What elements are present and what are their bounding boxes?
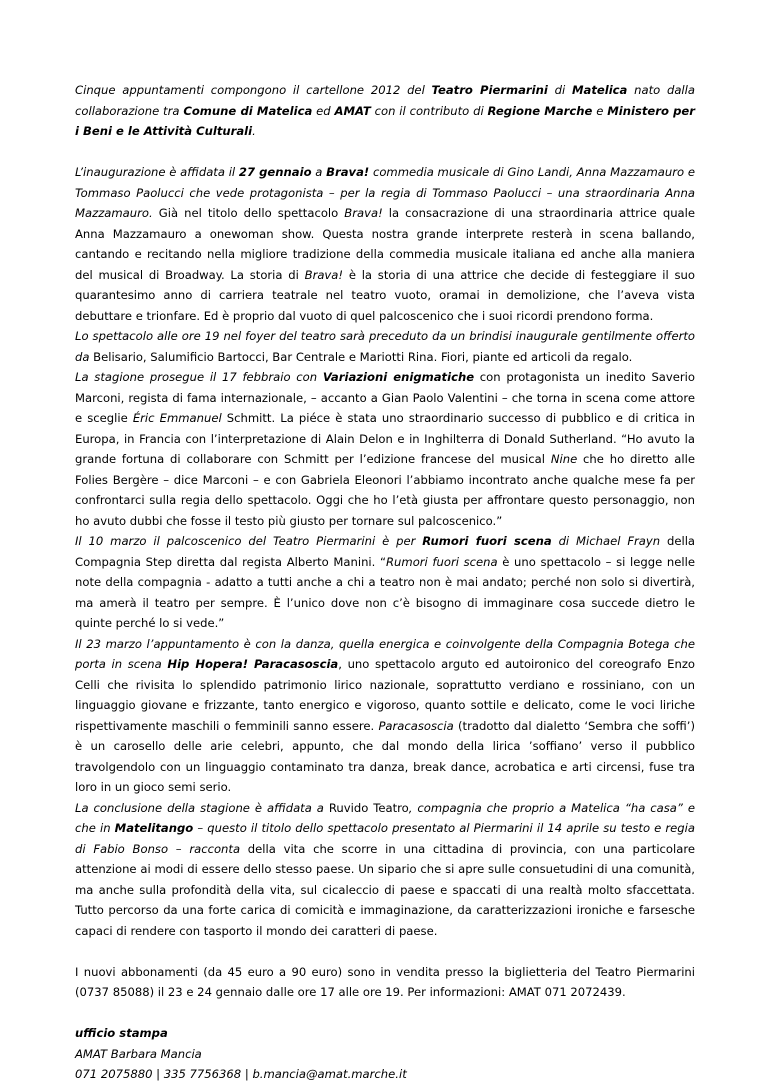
- text-run: Cinque appuntamenti compongono il cartellone 2012 del: [75, 83, 432, 97]
- text-run: Il 10 marzo il palcoscenico del Teatro Piermarini è per: [75, 534, 423, 548]
- text-run: Belisario, Salumificio Bartocci, Bar Centrale e Mariotti Rina. Fiori, piante ed articoli da regalo.: [93, 349, 633, 364]
- text-run: con il contributo di: [370, 103, 488, 118]
- text-run: Schmitt. La piéce è stata uno straordinario successo di pubblico e di critica in Europa, in Francia con l’interpretazione di Alain Delon e in Inghilterra di Donald Sutherland. “Ho avuto la grande fortuna di collaborare con Schmitt per l’edizione francese del musical: [75, 411, 695, 466]
- text-run: di: [551, 534, 577, 548]
- season-paragraph: [75, 531, 695, 634]
- emphasized-text: Brava!: [326, 165, 370, 179]
- season-paragraph: [75, 798, 695, 942]
- text-run: Il 23 marzo l’appuntamento è con la danza, quella energica e coinvolgente della Compagnia Botega che porta in scena: [75, 636, 695, 671]
- text-run: di: [547, 83, 572, 97]
- text-run: che ho diretto alle Folies Bergère – dice Marconi – e con Gabriela Eleonori l’abbiamo incontrato anche qualche mese fa per confrontarci sulla regia dello spettacolo. Oggi che ho l’età giusta per affrontare questo personaggio, non ho avuto dubbi che fosse il testo più giusto per tornare sul palcoscenico.”: [75, 452, 695, 528]
- emphasized-text: 27 gennaio: [238, 165, 312, 179]
- text-run: con protagonista un inedito Saverio Marconi, regista di fama internazionale, – accanto a Gian Paolo Valentini – che torna in scena come attore e sceglie: [75, 370, 695, 425]
- season-paragraph: [75, 634, 695, 798]
- text-run: La stagione prosegue il 17 febbraio con: [75, 370, 323, 384]
- text-run: (tradotto dal dialetto ‘Sembra che soffi’) è un carosello delle arie celebri, appunto, che dal mondo della lirica ’soffiano’ verso il pubblico travolgendolo con un linguaggio contaminato tra danza, break dance, acrobatica e arti circensi, fuse tra loro in un gioco semi serio.: [75, 718, 695, 794]
- text-run: La conclusione della stagione è affidata a: [75, 800, 329, 815]
- emphasized-text: Matelitango: [114, 821, 194, 835]
- season-paragraph: [75, 367, 695, 531]
- emphasized-text: Ministero per i Beni e le Attività Culturali: [75, 103, 696, 138]
- emphasized-text: Comune di Matelica: [183, 103, 313, 118]
- text-run: la consacrazione di una straordinaria attrice quale Anna Mazzamauro a onewoman show. Questa nostra grande interprete resterà in scena ballando, cantando e recitando nella migliore tradizione della commedia musicale italiana ed anche alla maniera del musical di Broadway. La storia di: [75, 206, 695, 282]
- text-run: commedia musicale di Gino Landi, Anna Mazzamauro e Tommaso Paolucci che vede protagonista – per la regia di Tommaso Paolucci – una straordinaria Anna Mazzamauro.: [75, 165, 695, 220]
- text-run: della vita che scorre in una cittadina di provincia, con una particolare attenzione ai modi di essere dello stesso paese. Un sipario che si apre sulle consuetudini di una comunità, ma anche sulla profondità della vita, sul cicaleccio di paese e spaccati di una realtà molto sfaccettata. Tutto percorso da una forte carica di comicità e immaginazione, da caratterizzazioni ironiche e farsesche capaci di rendere con tasporto il mondo dei caratteri di paese.: [75, 841, 695, 938]
- intro-paragraph: [75, 80, 695, 142]
- tickets-paragraph: I nuovi abbonamenti (da 45 euro a 90 euro) sono in vendita presso la biglietteria del Teatro Piermarini (0737 85088) il 23 e 24 gennaio dalle ore 17 alle ore 19. Per informazioni: AMAT 071 2072439.: [75, 964, 695, 999]
- text-run: nato dalla collaborazione tra: [75, 83, 695, 118]
- document-page: [75, 80, 695, 1085]
- text-run: Brava!: [304, 267, 344, 282]
- season-description: [75, 162, 695, 941]
- emphasized-text: Regione Marche: [487, 103, 593, 118]
- emphasized-text: Variazioni enigmatiche: [322, 370, 475, 384]
- emphasized-text: Hip Hopera! Paracasoscia: [167, 657, 339, 671]
- text-run: a: [311, 165, 327, 179]
- paragraph-gap: [75, 142, 695, 163]
- text-run: Rumori fuori scena: [386, 554, 498, 569]
- text-run: Brava!: [344, 206, 383, 220]
- emphasized-text: Rumori fuori scena: [422, 534, 552, 548]
- season-paragraph: [75, 162, 695, 326]
- text-run: L’inaugurazione è affidata il: [75, 165, 239, 179]
- text-run: è uno spettacolo – si legge nelle note della compagnia - adatto a tutti anche a chi a teatro non è mai andato; perché non solo si divertirà, ma amerà il teatro per sempre. È l’unico dove non c’è bisogno di immaginare cosa succede dietro le quinte perché lo si vede.”: [75, 554, 695, 630]
- emphasized-text: AMAT: [334, 103, 371, 118]
- text-run: Michael Frayn: [576, 534, 661, 548]
- press-heading: ufficio stampa: [75, 1026, 168, 1040]
- text-run: Già nel titolo dello spettacolo: [152, 206, 345, 220]
- text-run: Ruvido Teatro: [328, 800, 409, 815]
- press-contact-details: 071 2075880 | 335 7756368 | b.mancia@amat.marche.it: [75, 1067, 407, 1081]
- text-run: Paracasoscia: [378, 718, 454, 733]
- press-contact-name: AMAT Barbara Mancia: [75, 1046, 202, 1061]
- emphasized-text: Matelica: [571, 83, 628, 97]
- text-run: Nine: [550, 452, 578, 466]
- text-run: è la storia di una attrice che decide di festeggiare il suo quarantesimo anno di carriera teatrale nel teatro vuoto, oramai in demolizione, che l’aveva vista debuttare e trionfare. Ed è proprio dal vuoto di quel palcoscenico che i suoi ricordi prendono forma.: [75, 267, 695, 323]
- emphasized-text: Teatro Piermarini: [431, 83, 548, 97]
- text-run: e: [592, 103, 608, 118]
- text-run: Lo spettacolo alle ore 19 nel foyer del teatro sarà preceduto da un brindisi inaugurale gentilmente offerto da: [75, 329, 695, 364]
- text-run: .: [252, 124, 256, 138]
- text-run: ed: [312, 103, 335, 118]
- text-run: , compagnia che proprio a Matelica “ha casa” e che in: [75, 800, 695, 835]
- paragraph-gap: [75, 941, 695, 962]
- season-paragraph: [75, 326, 695, 367]
- text-run: – questo il titolo dello spettacolo presentato al Piermarini il 14 aprile su testo e regia di Fabio Bonso – racconta: [75, 821, 695, 856]
- text-run: della Compagnia Step diretta dal regista Alberto Manini. “: [75, 534, 696, 569]
- text-run: Éric Emmanuel: [132, 411, 222, 425]
- paragraph-gap: [75, 1003, 695, 1024]
- text-run: , uno spettacolo arguto ed autoironico del coreografo Enzo Celli che rivisita lo splendido patrimonio lirico nazionale, soprattutto verdiano e rossiniano, con un linguaggio giovane e frizzante, tanto energico e vigoroso, quanto sottile e delicato, come le voci liriche rispettivamente maschili o femminili sanno essere.: [75, 657, 695, 733]
